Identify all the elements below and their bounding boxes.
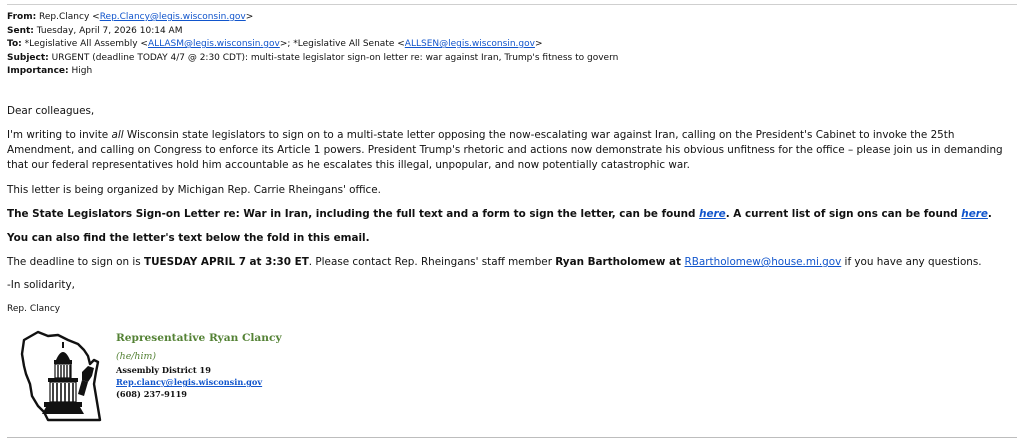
sender-name: Rep. Clancy	[7, 304, 61, 314]
letter-form-link[interactable]: here	[699, 208, 726, 220]
signature-phone: (608) 237-9119	[116, 389, 187, 399]
staff-email-link[interactable]: RBartholomew@house.mi.gov	[684, 256, 842, 268]
bottom-divider	[7, 437, 1017, 438]
subject-row: Subject: URGENT (deadline TODAY 4/7 @ 2:30 CDT): multi-state legislator sign-on letter re: war against Iran, Trump's fitness to govern	[7, 52, 619, 63]
signons-list-link[interactable]: here	[961, 208, 988, 220]
to-email-link-assembly[interactable]: ALLASM@legis.wisconsin.gov	[147, 39, 280, 49]
organized-paragraph: This letter is being organized by Michigan Rep. Carrie Rheingans' office.	[7, 184, 381, 196]
signature-text	[116, 331, 282, 400]
main-paragraph: I'm writing to invite all Wisconsin state legislators to sign on to a multi-state letter opposing the now-escalating war against Iran, calling on the President's Cabinet to invoke the 25th Amendment, and calling on Congress to enforce its Article 1 powers. President Trump's rhetoric and actions now demonstrate his obvious unfitness for the office – please join us in demanding that our federal representatives hold him accountable as he escalates this illegal, unpopular, and now potentially catastrophic war.	[7, 129, 1003, 171]
sent-row: Sent: Tuesday, April 7, 2026 10:14 AM	[7, 25, 183, 36]
importance-row: Importance: High	[7, 66, 93, 76]
email-header	[7, 11, 618, 79]
greeting: Dear colleagues,	[7, 105, 95, 117]
wisconsin-capitol-fist-icon	[18, 326, 108, 426]
below-fold-note: You can also find the letter's text below the fold in this email.	[7, 232, 370, 244]
signature-district: Assembly District 19	[116, 365, 211, 375]
closing: -In solidarity,	[7, 279, 75, 291]
top-divider	[7, 4, 1017, 5]
deadline-paragraph: The deadline to sign on is TUESDAY APRIL 7 at 3:30 ET. Please contact Rep. Rheingans' staff member Ryan Bartholomew at RBartholomew@house.mi.gov if you have any questions.	[7, 256, 982, 268]
from-row: From: Rep.Clancy <Rep.Clancy@legis.wisconsin.gov>	[7, 12, 254, 22]
to-email-link-senate[interactable]: ALLSEN@legis.wisconsin.gov	[404, 39, 535, 49]
from-email-link[interactable]: Rep.Clancy@legis.wisconsin.gov	[99, 12, 246, 22]
signature-pronouns: (he/him)	[116, 351, 156, 362]
to-row: To: *Legislative All Assembly <ALLASM@legis.wisconsin.gov>; *Legislative All Senate <ALLSEN@legis.wisconsin.gov>	[7, 39, 543, 49]
signon-paragraph: The State Legislators Sign-on Letter re: War in Iran, including the full text and a form to sign the letter, can be found here. A current list of sign ons can be found here.	[7, 208, 992, 220]
signature-title: Representative Ryan Clancy	[116, 332, 282, 344]
signature-email-link[interactable]: Rep.clancy@legis.wisconsin.gov	[116, 377, 263, 387]
